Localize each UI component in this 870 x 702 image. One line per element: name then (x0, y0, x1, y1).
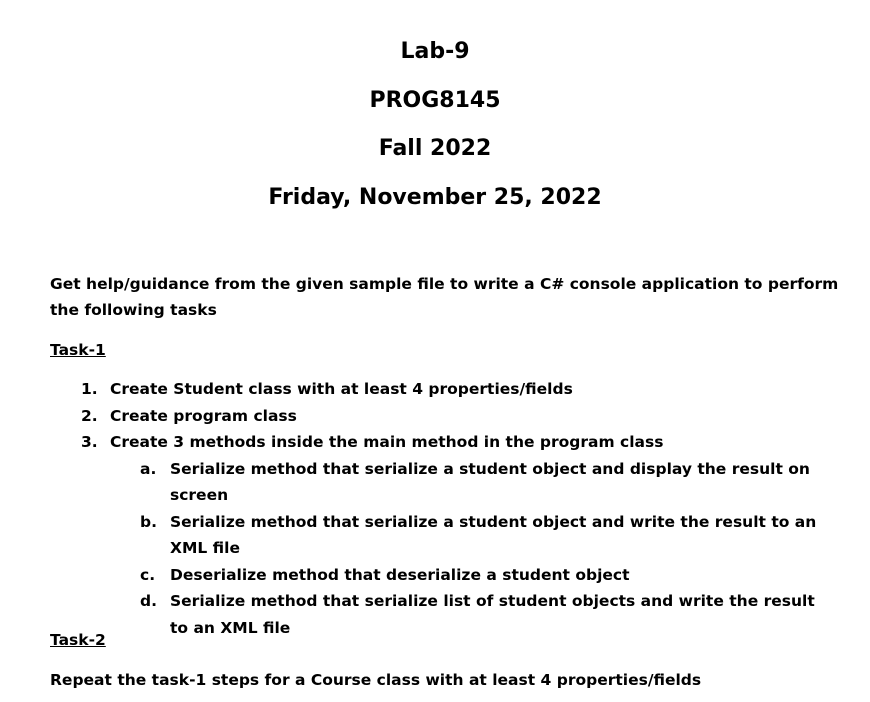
substep-text: Serialize method that serialize a student object and write the result to an XML file (170, 512, 817, 557)
step-text: Create program class (110, 406, 297, 425)
due-date: Friday, November 25, 2022 (268, 185, 602, 210)
step-3 (50, 429, 850, 641)
substep-c (110, 562, 830, 589)
substep-letter: b. (140, 512, 157, 531)
substep-a (110, 456, 830, 509)
step-number: 2. (81, 406, 98, 425)
substep-letter: d. (140, 592, 157, 610)
substep-letter: a. (140, 459, 157, 478)
lab-title: Lab-9 (400, 39, 470, 64)
substep-text: Serialize method that serialize a student object and display the result on screen (170, 459, 810, 504)
substep-letter: c. (140, 565, 156, 584)
step-number: 1. (81, 380, 98, 398)
step-3-substeps (110, 456, 850, 642)
step-1 (50, 376, 850, 403)
term: Fall 2022 (378, 136, 492, 161)
step-number: 3. (81, 433, 98, 451)
course-code: PROG8145 (369, 88, 501, 113)
step-2 (50, 403, 850, 430)
task-2-text: Repeat the task-1 steps for a Course class with at least 4 properties/fields (50, 671, 702, 689)
intro-paragraph: Get help/guidance from the given sample file to write a C# console application to perform the following tasks (50, 275, 839, 319)
substep-b (110, 509, 830, 562)
substep-text: Deserialize method that deserialize a student object (170, 565, 630, 584)
task-2-title: Task-2 (50, 631, 106, 649)
task-1-steps (50, 376, 850, 641)
step-text: Create Student class with at least 4 properties/fields (110, 380, 573, 398)
step-text: Create 3 methods inside the main method in the program class (110, 433, 664, 451)
task-1-title: Task-1 (50, 341, 106, 359)
substep-text: Serialize method that serialize list of student objects and write the result to an XML file (170, 592, 815, 637)
substep-d (110, 588, 830, 641)
